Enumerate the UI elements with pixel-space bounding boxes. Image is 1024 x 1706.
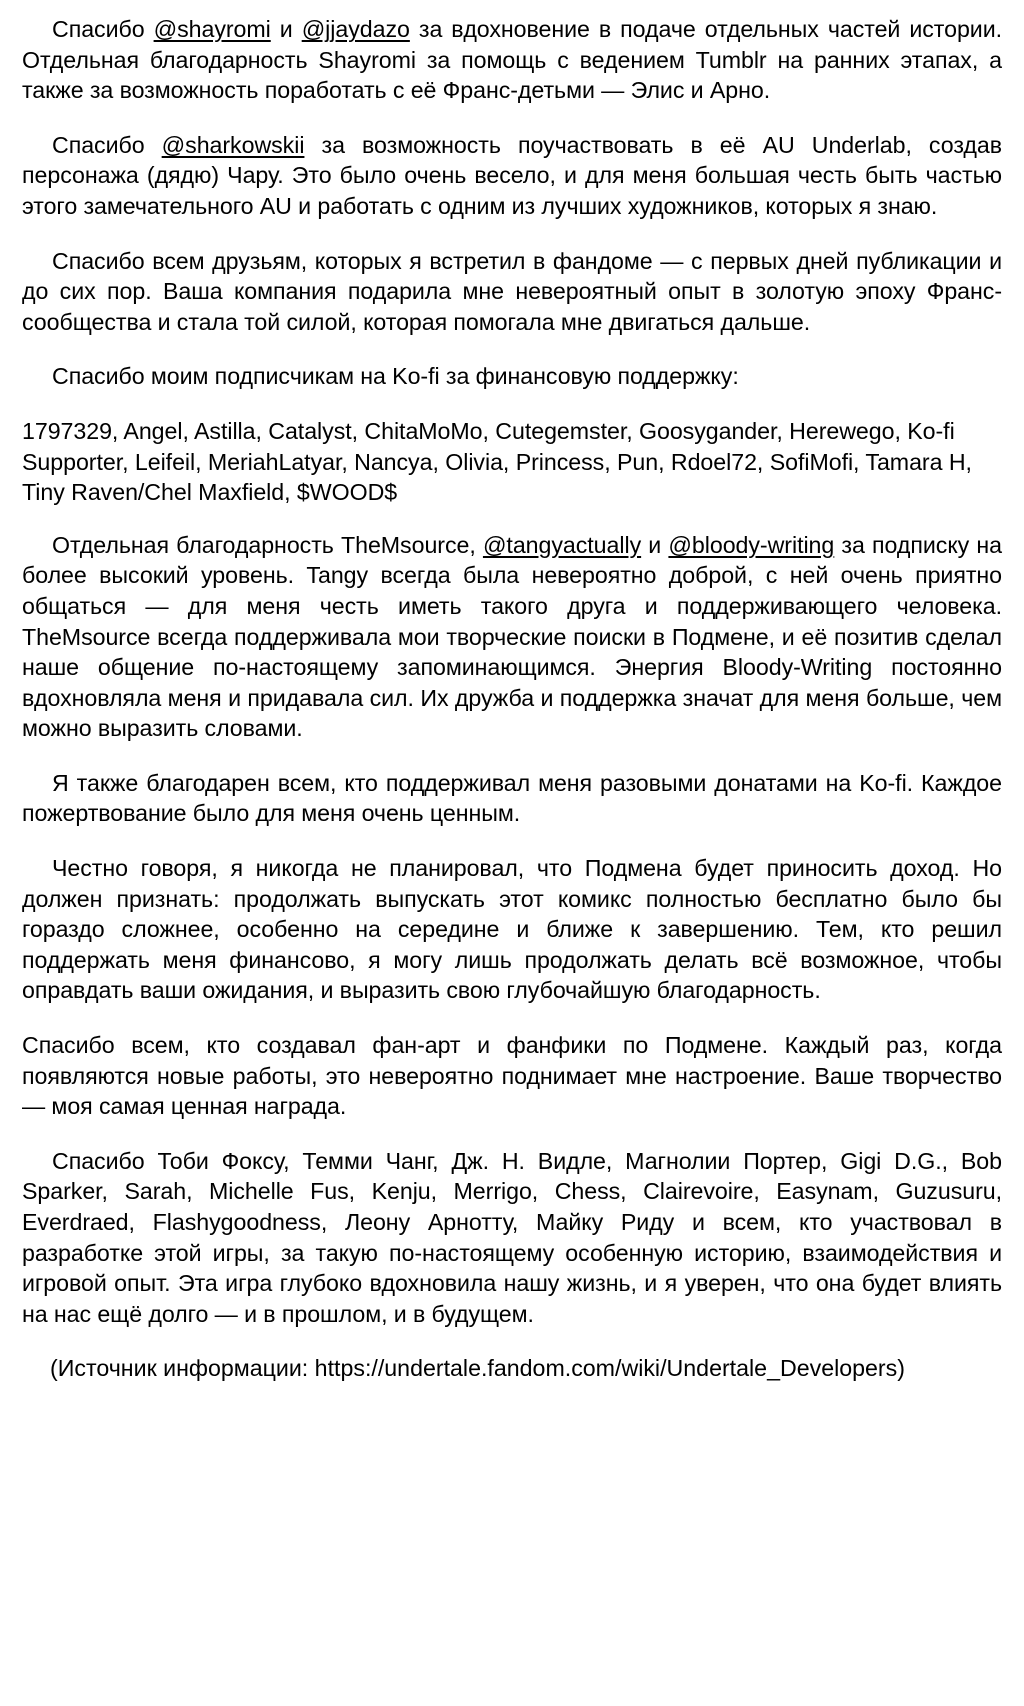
paragraph-text-segment: за подписку на более высокий уровень. Tangy всегда была невероятно доброй, с ней очень приятно общаться — для меня честь иметь такого друга и поддерживающего человека. TheMsource всегда поддерживала мои творческие поиски в Подмене, и её позитив сделал наше общение по-настоящему запоминающимся. Энергия Bloody-Writing постоянно вдохновляла меня и придавала сил. Их дружба и поддержка значат для меня больше, чем можно выразить словами. (22, 531, 1002, 742)
mention-bloody-writing[interactable]: @bloody-writing (668, 531, 835, 558)
paragraph-text-segment: и (270, 16, 302, 42)
paragraph-comic-income: Честно говоря, я никогда не планировал, что Подмена будет приносить доход. Но должен признать: продолжать выпускать этот комикс полностью бесплатно было бы гораздо сложнее, особенно на середине и ближе к завершению. Тем, кто решил поддержать меня финансово, я могу лишь продолжать делать всё возможное, чтобы оправдать ваши ожидания, и выразить свою глубочайшую благодарность. (22, 855, 1002, 1004)
source-reference-line: (Источник информации: https://undertale.fandom.com/wiki/Undertale_Developers) (50, 1355, 905, 1382)
paragraph-text-segment: Спасибо (52, 131, 162, 158)
paragraph-shayromi-jjaydazo (22, 14, 1002, 106)
paragraph-fan-art-thanks: Спасибо всем, кто создавал фан-арт и фанфики по Подмене. Каждый раз, когда появляются новые работы, это невероятно поднимает мне настроение. Ваше творчество — моя самая ценная награда. (22, 1032, 1002, 1120)
paragraph-undertale-developers-thanks: Спасибо Тоби Фоксу, Темми Чанг, Дж. Н. Видле, Магнолии Портер, Gigi D.G., Bob Sparker, Sarah, Michelle Fus, Kenju, Merrigo, Chess, Clairevoire, Easynam, Guzusuru, Everdraed, Flashygoodness, Леону Арнотту, Майку Риду и всем, кто участвовал в разработке этой игры, за такую по-настоящему особенную историю, взаимодействия и игровой опыт. Эта игра глубоко вдохновила нашу жизнь, и я уверен, что она будет влиять на нас ещё долго — и в прошлом, и в будущем. (22, 1147, 1002, 1327)
paragraph-text-segment: Спасибо (52, 16, 154, 42)
paragraph-fandom-friends: Спасибо всем друзьям, которых я встретил в фандоме — с первых дней публикации и до сих пор. Ваша компания подарила мне невероятный опыт в золотую эпоху Франс-сообщества и стала той силой, которая помогала мне двигаться дальше. (22, 247, 1002, 335)
paragraph-one-time-donations: Я также благодарен всем, кто поддерживал меня разовыми донатами на Ko-fi. Каждое пожертвование было для меня очень ценным. (22, 769, 1002, 827)
mention-tangyactually[interactable]: @tangyactually (482, 531, 642, 558)
paragraph-text-segment: Отдельная благодарность TheMsource, (52, 531, 483, 558)
paragraph-text-segment: за вдохновение в подаче отдельных частей истории. Отдельная благодарность Shayromi за помощь с ведением Tumblr на ранних этапах, а также за возможность поработать с её Франс-детьми — Элис и Арно. (22, 16, 1002, 104)
mention-sharkowskii[interactable]: @sharkowskii (161, 131, 305, 158)
mention-shayromi[interactable]: @shayromi (153, 16, 271, 42)
mention-jjaydazo[interactable]: @jjaydazo (301, 16, 410, 42)
paragraph-kofi-subscribers-heading: Спасибо моим подписчикам на Ko-fi за финансовую поддержку: (52, 363, 739, 390)
paragraph-themsource-tangy-bloody (22, 530, 1002, 744)
kofi-supporters-list: 1797329, Angel, Astilla, Catalyst, ChitaMoMo, Cutegemster, Goosygander, Herewego, Ko-fi Supporter, Leifeil, MeriahLatyar, Nancya, Olivia, Princess, Pun, Rdoel72, SofiMofi, Tamara H, Tiny Raven/Chel Maxfield, $WOOD$ (22, 417, 972, 506)
paragraph-text-segment: и (641, 531, 669, 558)
paragraph-sharkowskii-underlab (22, 130, 1002, 222)
paragraph-text-segment: за возможность поучаствовать в её AU Underlab, создав персонажа (дядю) Чару. Это было очень весело, и для меня большая честь быть частью этого замечательного AU и работать с одним из лучших художников, которых я знаю. (22, 131, 1002, 219)
